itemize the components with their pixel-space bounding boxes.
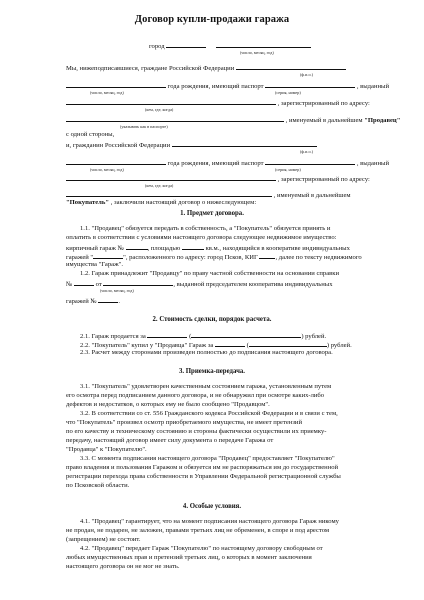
s1-p1-line3: кирпичный гараж № , площадью кв.м., находящийся в кооперативе индивидуальных [66, 245, 350, 252]
s4-line6: настоящего договора он не мог не знать. [66, 563, 180, 570]
s3-line8: "Продавца" к "Покупателю". [66, 446, 147, 453]
s3-line2: его осмотра перед подписанием данного договора, и не обнаружил при осмотре каких-либо [66, 392, 325, 399]
buyer-intro-line: и, гражданин Российской Федерации [66, 140, 317, 150]
seller-passport-line: года рождения, имеющий паспорт , выданный [66, 81, 389, 91]
s2-p1: 2.1. Гараж продается за ( ) рублей. [80, 333, 327, 340]
buyer-role: "Покупатель" [66, 199, 110, 206]
seller-address-field[interactable] [66, 115, 284, 122]
cooperative-name-field[interactable] [93, 252, 123, 259]
contract-date-field[interactable] [216, 41, 311, 48]
s1-p1-line1: 1.1. "Продавец" обязуется передать в собственность, а "Покупатель" обязуется принять и [80, 225, 331, 232]
garage-area-field[interactable] [182, 243, 204, 250]
s3-line9: 3.3. С момента подписания настоящего договора "Продавец" предоставляет "Покупателю" [80, 455, 335, 462]
s4-line5: любых имущественных прав и претензий третьих лиц, о которых в момент заключения [66, 554, 312, 561]
document-page: Договор купли-продажи гаража город (число, месяц, год) Мы, нижеподписавшиеся, граждане Российской Федерации (ф.и.о.) года рождения, имеющий паспорт , выданный (число, месяц, год) (серия, номер) , зарегистрированный по адресу: (кем, где, когда) , именуемый в дальнейшем "Продавец" (указывать как в паспорте) с одной стороны, и, гражданин Российской Федерации (ф.и.о.) года рождения, имеющий паспорт , выданный (число, месяц, год) (серия, номер) , зарегистрированный по адресу: (кем, где, когда) , именуемый в дальнейшем "Покупатель" , заключили настоящий договор о нижеследующем: 1. Предмет договора. 1.1. "Продавец" обязуется передать в собственность, а "Покупатель" обязуется принять и оплатить в соответствии с условиями настоящего договора следующее недвижимое имущество: кирпичный гараж № , площадью кв.м., находящийся в кооперативе индивидуальных гаражей " ", расположенного по адресу: город Псков, КИГ , далее по тексту недвижимого имущества "Гараж". 1.2. Гараж принадлежит "Продавцу" по праву частной собственности на основании справки № от , выданной председателем кооператива индивидуальных (число, месяц, год) гаражей № . 2. Стоимость сделки, порядок расчета. 2.1. Гараж продается за ( ) рублей. 2.2. "Покупатель" купил у "Продавца" Гараж за ( ) рублей. 2.3. Расчет между сторонами произведен полностью до подписания настоящего договора. 3. Приемка-передача. 3.1. "Покупатель" удовлетворен качественным состоянием гаража, установленным путем его осмотра перед подписанием данного договора, и не обнаружил при осмотре каких-либо дефектов и недостатков, о которых ему не было сообщено "Продавцом". 3.2. В соответствии со ст. 556 Гражданского кодекса Российской Федерации и в связи с тем, что "Покупатель" произвел осмотр приобретаемого имущества, не имеет претензий по его качеству и техническому состоянию и стороны фактически осуществили их приемку- передачу, настоящий договор имеет силу документа о передаче Гаража от "Продавца" к "Покупателю". 3.3. С момента подписания настоящего договора "Продавец" предоставляет "Покупателю" право владения и пользования Гаражом и обязуется им не распоряжаться им до государственной регистрации перехода права собственности в Управлении Федеральной регистрационной службы по Псковской области. 4. Особые условия. 4.1. "Продавец" гарантирует, что на момент подписания настоящего договора Гараж никому не продан, не подарен, не заложен, правами третьих лиц не обременен, в споре и под арестом (запрещением) не состоит. 4.2. "Продавец" передает Гараж "Покупателю" по настоящему договору свободным от любых имущественных прав и претензий третьих лиц, о которых в момент заключения настоящего договора он не мог не знать. [0, 0, 424, 600]
s2-p2: 2.2. "Покупатель" купил у "Продавца" Гараж за ( ) рублей. [80, 342, 352, 349]
s3-line3: дефектов и недостатков, о которых ему не было сообщено "Продавцом". [66, 401, 270, 408]
buyer-passport-line: года рождения, имеющий паспорт , выданный [66, 158, 389, 168]
seller-issued-field[interactable] [66, 98, 276, 105]
price-words-field[interactable] [191, 331, 301, 338]
seller-named-line: , именуемый в дальнейшем "Продавец" [66, 115, 400, 125]
s1-p2-line1: 1.2. Гараж принадлежит "Продавцу" по праву частной собственности на основании справки [80, 270, 339, 277]
buyer-registered-line: , зарегистрированный по адресу: [66, 174, 370, 184]
city-line [149, 41, 311, 51]
date-hint: (число, месяц, год) [240, 50, 274, 55]
parties-intro-line: Мы, нижеподписавшиеся, граждане Российской Федерации [66, 63, 346, 73]
buyer-name-field[interactable] [172, 140, 317, 147]
seller-role: "Продавец" [364, 117, 401, 124]
section-3-heading: 3. Приемка-передача. [178, 368, 246, 375]
s3-line5: что "Покупатель" произвел осмотр приобретаемого имущества, не имеет претензий [66, 419, 302, 426]
buyer-named-line: , именуемый в дальнейшем [66, 190, 351, 200]
s3-line10: право владения и пользования Гаражом и обязуется им не распоряжаться им до государственной [66, 464, 339, 471]
s4-line1: 4.1. "Продавец" гарантирует, что на момент подписания настоящего договора Гараж никому [80, 518, 339, 525]
one-side-text: с одной стороны, [66, 131, 115, 138]
paid-words-field[interactable] [249, 340, 327, 347]
s4-line4: 4.2. "Продавец" передает Гараж "Покупателю" по настоящему договору свободным от [80, 545, 323, 552]
seller-passport-field[interactable] [265, 81, 355, 88]
section-1-heading: 1. Предмет договора. [180, 210, 244, 217]
s3-line6: по его качеству и техническому состоянию и стороны фактически осуществили их приемку- [66, 428, 327, 435]
s3-line1: 3.1. "Покупатель" удовлетворен качественным состоянием гаража, установленным путем [80, 383, 332, 390]
s4-line3: (запрещением) не состоит. [66, 536, 141, 543]
document-title: Договор купли-продажи гаража [134, 14, 290, 25]
section-4-heading: 4. Особые условия. [182, 503, 242, 510]
s3-line11: регистрации перехода права собственности в Управлении Федеральной регистрационной службы [66, 473, 341, 480]
buyer-address-field[interactable] [66, 190, 272, 197]
s1-p1-line5: имущества "Гараж". [66, 261, 123, 268]
certificate-date-field[interactable] [103, 279, 173, 286]
s1-p2-line3: гаражей № . [66, 298, 121, 305]
s3-line4: 3.2. В соответствии со ст. 556 Гражданского кодекса Российской Федерации и в связи с тем, [80, 410, 338, 417]
city-label: город [149, 43, 165, 50]
s3-line7: передачу, настоящий договор имеет силу документа о передаче Гаража от [66, 437, 274, 444]
seller-name-field[interactable] [236, 63, 346, 70]
seller-registered-line: , зарегистрированный по адресу: [66, 98, 370, 108]
buyer-passport-field[interactable] [265, 158, 355, 165]
s1-p1-line2: оплатить в соответствии с условиями настоящего договора следующее недвижимое имущество: [66, 234, 337, 241]
concluded-line: "Покупатель" , заключили настоящий договор о нижеследующем: [66, 199, 257, 206]
certificate-number-field[interactable] [74, 279, 94, 286]
buyer-birth-field[interactable] [66, 158, 166, 165]
section-2-heading: 2. Стоимость сделки, порядок расчета. [152, 316, 272, 323]
buyer-issued-field[interactable] [66, 174, 276, 181]
kig-field[interactable] [259, 252, 275, 259]
s4-line2: не продан, не подарен, не заложен, правами третьих лиц не обременен, в споре и под арестом [66, 527, 330, 534]
seller-birth-field[interactable] [66, 81, 166, 88]
s2-p3: 2.3. Расчет между сторонами произведен полностью до подписания настоящего договора. [80, 349, 333, 356]
paid-digits-field[interactable] [215, 340, 245, 347]
s1-p1-line4: гаражей " ", расположенного по адресу: город Псков, КИГ , далее по тексту недвижимого [66, 254, 362, 261]
garage-number-field[interactable] [126, 243, 148, 250]
s1-p2-line2: № от , выданной председателем кооператива индивидуальных [66, 281, 333, 288]
city-field[interactable] [166, 41, 206, 48]
cooperative-number-field[interactable] [98, 296, 118, 303]
s3-line12: по Псковской области. [66, 482, 130, 489]
price-digits-field[interactable] [147, 331, 187, 338]
